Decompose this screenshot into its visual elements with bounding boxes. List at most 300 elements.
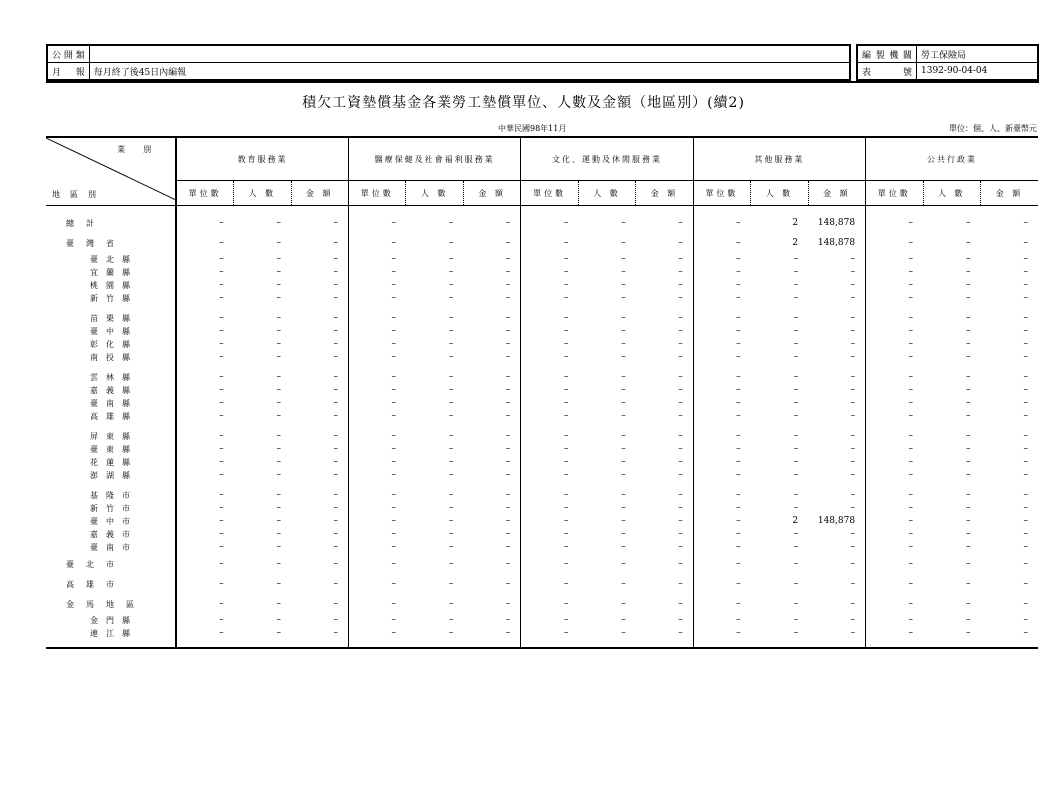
region-label: 臺中縣 <box>46 325 176 338</box>
spacer-cell <box>866 640 923 648</box>
value-cell: – <box>908 457 914 467</box>
value-cell: – <box>636 554 693 574</box>
table-row <box>46 384 1038 397</box>
value-cell: – <box>636 489 693 502</box>
value-cell: – <box>908 237 914 248</box>
table-row <box>46 528 1038 541</box>
header-left-box <box>46 44 851 81</box>
value-cell: – <box>1023 628 1028 638</box>
spacer-cell <box>578 423 635 430</box>
value-cell: – <box>463 312 520 325</box>
value-cell: – <box>736 217 741 228</box>
spacer-cell <box>808 640 865 648</box>
value-cell: – <box>391 529 396 539</box>
value-cell: – <box>1023 339 1028 349</box>
value-cell: – <box>448 267 454 277</box>
value-cell: – <box>908 444 914 454</box>
spacer-cell <box>636 423 693 430</box>
value-cell: – <box>563 529 569 539</box>
region-label: 金門縣 <box>46 614 176 627</box>
value-cell: – <box>793 313 799 323</box>
spacer-cell <box>866 364 923 371</box>
spacer-cell <box>923 482 980 489</box>
value-cell: – <box>391 267 396 277</box>
value-cell: – <box>621 372 626 382</box>
value-cell: – <box>291 489 348 502</box>
value-cell: – <box>291 325 348 338</box>
spacer-row <box>46 423 1038 430</box>
value-cell: – <box>965 217 971 228</box>
value-cell: – <box>219 267 224 277</box>
value-cell: – <box>448 542 454 552</box>
value-cell: – <box>391 431 396 441</box>
value-cell: – <box>448 398 454 408</box>
value-cell: – <box>276 293 282 303</box>
value-cell: – <box>793 529 799 539</box>
value-cell: – <box>808 292 865 305</box>
value-cell: – <box>736 326 741 336</box>
value-cell: – <box>563 398 569 408</box>
value-cell: – <box>563 490 569 500</box>
group-header: 其他服務業 <box>693 137 865 181</box>
value-cell: – <box>808 253 865 266</box>
value-cell: – <box>793 352 799 362</box>
value-cell: – <box>563 385 569 395</box>
value-cell: – <box>563 313 569 323</box>
value-cell: – <box>219 615 224 625</box>
spacer-cell <box>751 364 808 371</box>
value-cell: – <box>276 398 282 408</box>
value-cell: – <box>908 372 914 382</box>
value-cell: – <box>908 558 914 569</box>
spacer-cell <box>349 206 406 214</box>
value-cell: – <box>965 237 971 248</box>
corner-industry-label: 業別 <box>117 145 170 154</box>
value-cell: – <box>391 313 396 323</box>
value-cell: – <box>621 267 626 277</box>
value-cell: – <box>219 237 224 248</box>
value-cell: – <box>636 253 693 266</box>
spacer-cell <box>234 305 291 312</box>
spacer-cell <box>291 640 348 648</box>
value-cell: – <box>463 456 520 469</box>
value-cell: – <box>463 528 520 541</box>
value-cell: – <box>291 292 348 305</box>
spacer-cell <box>866 305 923 312</box>
value-cell: – <box>1023 385 1028 395</box>
region-label: 臺東縣 <box>46 443 176 456</box>
region-label: 連江縣 <box>46 627 176 640</box>
value-cell: – <box>448 326 454 336</box>
value-cell: – <box>965 516 971 526</box>
value-cell: – <box>793 542 799 552</box>
spacer-cell <box>463 206 520 214</box>
value-cell: – <box>965 578 971 589</box>
table-row <box>46 266 1038 279</box>
value-cell: – <box>448 339 454 349</box>
value-cell: – <box>965 293 971 303</box>
value-cell: – <box>636 325 693 338</box>
value-cell: – <box>908 542 914 552</box>
value-cell: – <box>808 279 865 292</box>
value-cell: – <box>808 410 865 423</box>
table-row <box>46 292 1038 305</box>
value-cell: – <box>463 292 520 305</box>
value-cell: – <box>1023 372 1028 382</box>
value-cell: – <box>563 457 569 467</box>
spacer-cell <box>636 640 693 648</box>
value-cell: – <box>291 430 348 443</box>
value-cell: – <box>563 431 569 441</box>
value-cell: – <box>219 326 224 336</box>
value-cell: – <box>463 266 520 279</box>
value-cell: – <box>563 578 569 589</box>
spacer-cell <box>176 640 233 648</box>
value-cell: – <box>391 293 396 303</box>
subheader-cell: 人 數 <box>406 181 463 206</box>
value-cell: – <box>276 313 282 323</box>
value-cell: – <box>908 280 914 290</box>
table-row <box>46 351 1038 364</box>
value-cell: – <box>219 490 224 500</box>
region-label: 嘉義市 <box>46 528 176 541</box>
value-cell: – <box>965 615 971 625</box>
value-cell: – <box>391 280 396 290</box>
region-label: 花蓮縣 <box>46 456 176 469</box>
table-row <box>46 515 1038 528</box>
subheader-cell: 單位數 <box>693 181 750 206</box>
table-row <box>46 554 1038 574</box>
value-cell: – <box>563 280 569 290</box>
value-cell: – <box>1023 503 1028 513</box>
spacer-cell <box>291 482 348 489</box>
value-cell: – <box>291 574 348 594</box>
value-cell: – <box>291 371 348 384</box>
value-cell: – <box>808 502 865 515</box>
unit-note: 單位：個、人、新臺幣元 <box>949 124 1037 133</box>
spacer-cell <box>923 364 980 371</box>
value-cell: – <box>908 293 914 303</box>
corner-header <box>46 137 176 206</box>
value-cell: – <box>448 444 454 454</box>
value-cell: – <box>391 254 396 264</box>
spacer-cell <box>980 482 1038 489</box>
value-cell: – <box>276 372 282 382</box>
value-cell: – <box>636 574 693 594</box>
value-cell: – <box>793 326 799 336</box>
spacer-cell <box>291 305 348 312</box>
value-cell: – <box>965 470 971 480</box>
value-cell: – <box>391 615 396 625</box>
spacer-cell <box>808 482 865 489</box>
value-cell: – <box>1023 313 1028 323</box>
value-cell: – <box>276 352 282 362</box>
value-cell: – <box>463 279 520 292</box>
value-cell: – <box>291 213 348 233</box>
subheader-cell: 金 額 <box>636 181 693 206</box>
value-cell: 2 <box>792 516 799 526</box>
subheader-cell: 金 額 <box>980 181 1038 206</box>
value-cell: – <box>636 430 693 443</box>
value-cell: – <box>291 456 348 469</box>
region-label: 新竹市 <box>46 502 176 515</box>
spacer-cell <box>176 423 233 430</box>
value-cell: – <box>636 338 693 351</box>
spacer-cell <box>349 305 406 312</box>
value-cell: – <box>391 217 396 228</box>
value-cell: – <box>793 280 799 290</box>
value-cell: – <box>736 628 741 638</box>
value-cell: – <box>463 541 520 554</box>
header-right-box <box>856 44 1039 81</box>
value-cell: – <box>276 339 282 349</box>
value-cell: – <box>291 253 348 266</box>
table-row <box>46 627 1038 640</box>
value-cell: – <box>908 516 914 526</box>
region-label: 高雄市 <box>46 574 176 594</box>
value-cell: – <box>621 490 626 500</box>
value-cell: – <box>1023 470 1028 480</box>
value-cell: – <box>448 385 454 395</box>
value-cell: – <box>563 217 569 228</box>
region-label: 臺北縣 <box>46 253 176 266</box>
value-cell: – <box>563 293 569 303</box>
spacer-cell <box>521 364 578 371</box>
subheader-cell: 人 數 <box>751 181 808 206</box>
value-cell: – <box>391 470 396 480</box>
value-cell: – <box>965 529 971 539</box>
value-cell: – <box>965 457 971 467</box>
value-cell: – <box>908 254 914 264</box>
subheader-cell: 單位數 <box>176 181 233 206</box>
spacer-cell <box>923 423 980 430</box>
form-number-label: 表 號 <box>857 63 917 81</box>
value-cell: – <box>621 398 626 408</box>
value-cell: – <box>563 503 569 513</box>
value-cell: – <box>636 443 693 456</box>
value-cell: – <box>563 516 569 526</box>
value-cell: – <box>219 628 224 638</box>
spacer-cell <box>980 423 1038 430</box>
region-label: 臺灣省 <box>46 233 176 253</box>
value-cell: – <box>448 280 454 290</box>
report-type-label: 月 報 <box>47 63 89 81</box>
spacer-cell <box>578 305 635 312</box>
value-cell: – <box>636 266 693 279</box>
subheader-cell: 人 數 <box>923 181 980 206</box>
spacer-cell <box>808 206 865 214</box>
table-row <box>46 233 1038 253</box>
value-cell: – <box>736 516 741 526</box>
value-cell: – <box>808 614 865 627</box>
table-row <box>46 469 1038 482</box>
region-label: 澎湖縣 <box>46 469 176 482</box>
value-cell: – <box>391 237 396 248</box>
spacer-cell <box>46 364 176 371</box>
value-cell: – <box>219 431 224 441</box>
value-cell: 148,878 <box>808 213 865 233</box>
value-cell: – <box>463 384 520 397</box>
spacer-cell <box>291 423 348 430</box>
value-cell: – <box>636 233 693 253</box>
value-cell: – <box>621 280 626 290</box>
spacer-cell <box>751 206 808 214</box>
value-cell: – <box>736 578 741 589</box>
value-cell: – <box>448 431 454 441</box>
subheader-cell: 單位數 <box>866 181 923 206</box>
value-cell: – <box>391 457 396 467</box>
table-row <box>46 443 1038 456</box>
value-cell: – <box>793 372 799 382</box>
value-cell: – <box>908 503 914 513</box>
spacer-cell <box>693 640 750 648</box>
value-cell: – <box>563 254 569 264</box>
spacer-cell <box>751 640 808 648</box>
value-cell: – <box>276 470 282 480</box>
spacer-cell <box>46 482 176 489</box>
value-cell: – <box>793 578 799 589</box>
value-cell: – <box>1023 280 1028 290</box>
value-cell: – <box>965 431 971 441</box>
value-cell: – <box>636 213 693 233</box>
value-cell: – <box>219 339 224 349</box>
value-cell: – <box>965 398 971 408</box>
subheader-cell: 金 額 <box>291 181 348 206</box>
spacer-cell <box>406 364 463 371</box>
value-cell: – <box>448 598 454 609</box>
spacer-cell <box>406 640 463 648</box>
value-cell: – <box>391 578 396 589</box>
value-cell: – <box>793 457 799 467</box>
value-cell: – <box>621 217 626 228</box>
spacer-cell <box>349 482 406 489</box>
value-cell: – <box>965 372 971 382</box>
value-cell: – <box>965 411 971 421</box>
value-cell: – <box>463 443 520 456</box>
value-cell: – <box>736 529 741 539</box>
value-cell: – <box>219 444 224 454</box>
value-cell: – <box>391 598 396 609</box>
value-cell: – <box>1023 457 1028 467</box>
spacer-cell <box>751 423 808 430</box>
spacer-cell <box>693 423 750 430</box>
value-cell: – <box>621 411 626 421</box>
value-cell: – <box>908 398 914 408</box>
value-cell: – <box>276 237 282 248</box>
value-cell: – <box>391 444 396 454</box>
value-cell: – <box>908 385 914 395</box>
value-cell: – <box>621 339 626 349</box>
value-cell: – <box>219 578 224 589</box>
value-cell: – <box>736 490 741 500</box>
value-cell: – <box>448 237 454 248</box>
value-cell: – <box>448 628 454 638</box>
value-cell: – <box>391 352 396 362</box>
value-cell: – <box>793 339 799 349</box>
value-cell: – <box>908 615 914 625</box>
value-cell: – <box>1023 217 1028 228</box>
table-row <box>46 594 1038 614</box>
spacer-cell <box>980 640 1038 648</box>
subheader-cell: 單位數 <box>349 181 406 206</box>
region-label: 臺南市 <box>46 541 176 554</box>
group-header: 公共行政業 <box>866 137 1038 181</box>
value-cell: – <box>793 558 799 569</box>
spacer-cell <box>751 482 808 489</box>
value-cell: – <box>793 267 799 277</box>
value-cell: – <box>636 469 693 482</box>
subheader-cell: 金 額 <box>808 181 865 206</box>
value-cell: – <box>448 457 454 467</box>
value-cell: – <box>448 470 454 480</box>
table-row <box>46 312 1038 325</box>
value-cell: – <box>965 444 971 454</box>
value-cell: – <box>276 254 282 264</box>
value-cell: – <box>965 326 971 336</box>
spacer-cell <box>636 206 693 214</box>
spacer-cell <box>578 364 635 371</box>
value-cell: – <box>621 470 626 480</box>
value-cell: – <box>736 503 741 513</box>
spacer-cell <box>463 305 520 312</box>
spacer-cell <box>923 640 980 648</box>
value-cell: – <box>621 578 626 589</box>
value-cell: – <box>736 598 741 609</box>
value-cell: – <box>563 542 569 552</box>
value-cell: – <box>1023 529 1028 539</box>
spacer-cell <box>693 364 750 371</box>
value-cell: – <box>1023 237 1028 248</box>
value-cell: – <box>808 443 865 456</box>
region-label: 金馬地區 <box>46 594 176 614</box>
subheader-cell: 人 數 <box>578 181 635 206</box>
region-label: 基隆市 <box>46 489 176 502</box>
value-cell: – <box>808 397 865 410</box>
spacer-row <box>46 482 1038 489</box>
value-cell: – <box>736 293 741 303</box>
spacer-cell <box>46 206 176 214</box>
value-cell: – <box>291 594 348 614</box>
value-cell: – <box>463 469 520 482</box>
value-cell: – <box>621 457 626 467</box>
region-label: 彰化縣 <box>46 338 176 351</box>
spacer-cell <box>176 482 233 489</box>
value-cell: – <box>736 558 741 569</box>
value-cell: – <box>621 326 626 336</box>
agency-value: 勞工保險局 <box>917 45 1039 63</box>
value-cell: – <box>391 398 396 408</box>
value-cell: – <box>636 627 693 640</box>
value-cell: – <box>636 371 693 384</box>
value-cell: – <box>736 444 741 454</box>
value-cell: – <box>808 627 865 640</box>
region-label: 臺北市 <box>46 554 176 574</box>
value-cell: – <box>463 325 520 338</box>
spacer-cell <box>980 364 1038 371</box>
table-row <box>46 338 1038 351</box>
value-cell: – <box>276 503 282 513</box>
spacer-cell <box>808 305 865 312</box>
value-cell: – <box>1023 615 1028 625</box>
value-cell: – <box>808 325 865 338</box>
region-label: 苗栗縣 <box>46 312 176 325</box>
value-cell: – <box>621 254 626 264</box>
value-cell: – <box>736 339 741 349</box>
table-row <box>46 489 1038 502</box>
value-cell: – <box>219 558 224 569</box>
value-cell: – <box>808 541 865 554</box>
value-cell: – <box>636 279 693 292</box>
